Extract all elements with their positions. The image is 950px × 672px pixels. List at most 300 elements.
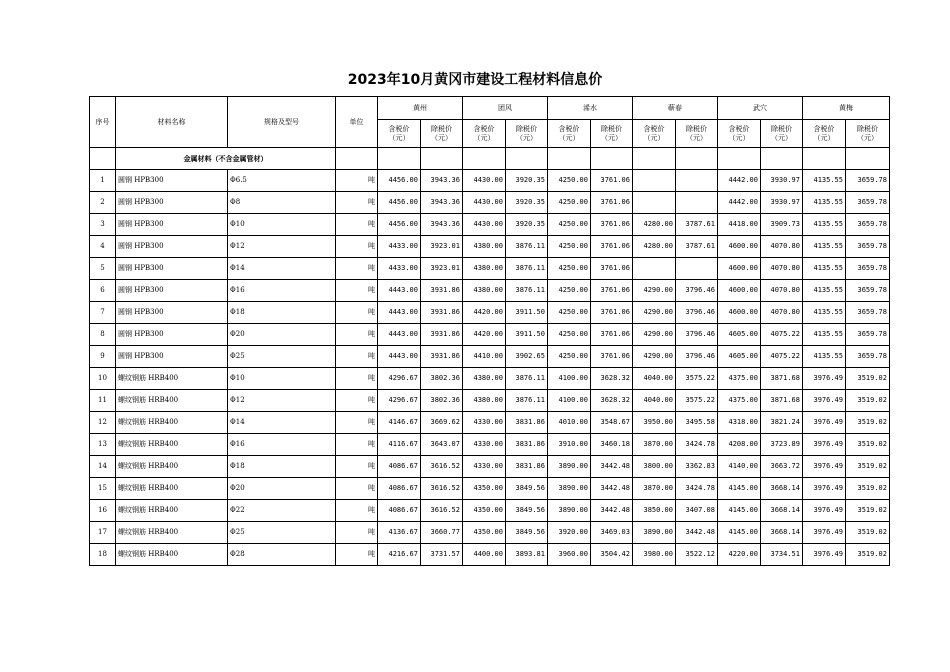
row-price-tax-excluded: 3660.77 bbox=[421, 522, 463, 544]
header-region-xishui: 浠水 bbox=[548, 97, 633, 120]
row-unit: 吨 bbox=[336, 522, 378, 544]
row-price-tax-excluded: 3442.48 bbox=[591, 500, 633, 522]
row-price-tax-included: 4086.67 bbox=[378, 478, 421, 500]
row-price-tax-excluded: 3931.86 bbox=[421, 302, 463, 324]
row-price-tax-included bbox=[633, 258, 676, 280]
row-no: 7 bbox=[90, 302, 116, 324]
row-price-tax-included: 4250.00 bbox=[548, 192, 591, 214]
row-price-tax-excluded: 3943.36 bbox=[421, 192, 463, 214]
row-no: 4 bbox=[90, 236, 116, 258]
table-row bbox=[90, 192, 890, 214]
table-row bbox=[90, 302, 890, 324]
row-price-tax-included: 4420.00 bbox=[463, 302, 506, 324]
row-material-name: 螺纹钢筋 HRB400 bbox=[116, 478, 228, 500]
row-price-tax-excluded: 3668.14 bbox=[761, 500, 803, 522]
row-unit: 吨 bbox=[336, 192, 378, 214]
row-material-name: 螺纹钢筋 HRB400 bbox=[116, 434, 228, 456]
row-price-tax-included: 4318.00 bbox=[718, 412, 761, 434]
table-row bbox=[90, 456, 890, 478]
row-spec: Φ14 bbox=[228, 412, 336, 434]
section-cell-unit bbox=[336, 148, 378, 170]
section-row bbox=[90, 148, 890, 170]
row-price-tax-excluded: 3923.01 bbox=[421, 236, 463, 258]
row-price-tax-excluded: 3734.51 bbox=[761, 544, 803, 566]
row-price-tax-excluded: 3761.06 bbox=[591, 258, 633, 280]
row-unit: 吨 bbox=[336, 324, 378, 346]
row-spec: Φ20 bbox=[228, 478, 336, 500]
row-price-tax-included bbox=[633, 192, 676, 214]
row-price-tax-excluded: 3761.06 bbox=[591, 192, 633, 214]
row-price-tax-included: 4433.00 bbox=[378, 236, 421, 258]
row-price-tax-included: 3976.49 bbox=[803, 522, 846, 544]
row-price-tax-included: 4216.67 bbox=[378, 544, 421, 566]
table-row bbox=[90, 170, 890, 192]
row-spec: Φ18 bbox=[228, 302, 336, 324]
row-price-tax-included: 3980.00 bbox=[633, 544, 676, 566]
row-price-tax-included: 4330.00 bbox=[463, 456, 506, 478]
row-material-name: 圆钢 HPB300 bbox=[116, 302, 228, 324]
row-price-tax-excluded: 3442.48 bbox=[591, 478, 633, 500]
row-price-tax-excluded: 3920.35 bbox=[506, 192, 548, 214]
row-price-tax-excluded: 3761.06 bbox=[591, 170, 633, 192]
header-price-unit: （元） bbox=[686, 133, 707, 142]
section-cell-price bbox=[506, 148, 548, 170]
row-price-tax-included: 4456.00 bbox=[378, 170, 421, 192]
row-spec: Φ16 bbox=[228, 280, 336, 302]
row-price-tax-included: 4350.00 bbox=[463, 522, 506, 544]
row-unit: 吨 bbox=[336, 544, 378, 566]
row-price-tax-excluded: 3930.97 bbox=[761, 192, 803, 214]
row-price-tax-included: 4400.00 bbox=[463, 544, 506, 566]
header-price-unit: （元） bbox=[473, 133, 495, 142]
row-price-tax-excluded: 3628.32 bbox=[591, 390, 633, 412]
section-cell-price bbox=[676, 148, 718, 170]
row-price-tax-excluded: 3442.48 bbox=[591, 456, 633, 478]
row-price-tax-included: 4135.55 bbox=[803, 280, 846, 302]
row-price-tax-excluded: 3495.58 bbox=[676, 412, 718, 434]
row-price-tax-included: 4135.55 bbox=[803, 170, 846, 192]
header-region-tuanfeng: 团风 bbox=[463, 97, 548, 120]
row-material-name: 螺纹钢筋 HRB400 bbox=[116, 500, 228, 522]
row-no: 15 bbox=[90, 478, 116, 500]
row-price-tax-included: 4250.00 bbox=[548, 302, 591, 324]
table-row bbox=[90, 390, 890, 412]
row-price-tax-included: 4135.55 bbox=[803, 236, 846, 258]
header-price-unit: （元） bbox=[771, 133, 792, 142]
row-price-tax-included: 4330.00 bbox=[463, 412, 506, 434]
row-price-tax-excluded: 3575.22 bbox=[676, 390, 718, 412]
row-spec: Φ10 bbox=[228, 214, 336, 236]
row-unit: 吨 bbox=[336, 346, 378, 368]
row-price-tax-included: 4250.00 bbox=[548, 236, 591, 258]
row-price-tax-excluded bbox=[676, 192, 718, 214]
row-price-tax-excluded: 3876.11 bbox=[506, 280, 548, 302]
table-row bbox=[90, 434, 890, 456]
row-unit: 吨 bbox=[336, 456, 378, 478]
row-price-tax-included: 4086.67 bbox=[378, 500, 421, 522]
row-price-tax-included: 4145.00 bbox=[718, 478, 761, 500]
row-price-tax-included: 4296.67 bbox=[378, 390, 421, 412]
row-price-tax-included: 4100.00 bbox=[548, 368, 591, 390]
row-price-tax-excluded: 3787.61 bbox=[676, 214, 718, 236]
header-price-unit: （元） bbox=[558, 133, 580, 142]
row-price-tax-excluded: 3519.02 bbox=[846, 544, 890, 566]
row-no: 17 bbox=[90, 522, 116, 544]
row-no: 2 bbox=[90, 192, 116, 214]
row-price-tax-included: 4290.00 bbox=[633, 324, 676, 346]
row-price-tax-excluded: 3659.78 bbox=[846, 280, 890, 302]
header-tax-included-price bbox=[548, 120, 591, 148]
row-unit: 吨 bbox=[336, 390, 378, 412]
header-price-label: 除税价 bbox=[771, 124, 792, 133]
header-material-name: 材料名称 bbox=[116, 97, 228, 148]
row-price-tax-excluded: 3643.07 bbox=[421, 434, 463, 456]
row-unit: 吨 bbox=[336, 412, 378, 434]
row-price-tax-included: 4443.00 bbox=[378, 302, 421, 324]
header-tax-excluded-price bbox=[421, 120, 463, 148]
row-price-tax-included: 3910.00 bbox=[548, 434, 591, 456]
row-material-name: 圆钢 HPB300 bbox=[116, 192, 228, 214]
row-price-tax-included: 4290.00 bbox=[633, 346, 676, 368]
row-price-tax-included: 4135.55 bbox=[803, 258, 846, 280]
header-price-label: 含税价 bbox=[558, 124, 580, 133]
section-cell-price bbox=[463, 148, 506, 170]
header-price-label: 除税价 bbox=[516, 124, 537, 133]
section-cell-price bbox=[378, 148, 421, 170]
row-price-tax-excluded: 3871.68 bbox=[761, 368, 803, 390]
row-unit: 吨 bbox=[336, 478, 378, 500]
row-price-tax-included bbox=[633, 170, 676, 192]
row-price-tax-included: 4605.00 bbox=[718, 324, 761, 346]
row-price-tax-included: 3890.00 bbox=[548, 456, 591, 478]
row-price-tax-included: 4290.00 bbox=[633, 302, 676, 324]
row-no: 3 bbox=[90, 214, 116, 236]
row-price-tax-excluded: 3943.36 bbox=[421, 170, 463, 192]
row-price-tax-excluded: 3876.11 bbox=[506, 390, 548, 412]
row-no: 5 bbox=[90, 258, 116, 280]
section-title: 金属材料（不含金属管材） bbox=[116, 148, 336, 170]
row-material-name: 螺纹钢筋 HRB400 bbox=[116, 390, 228, 412]
row-price-tax-included: 3950.00 bbox=[633, 412, 676, 434]
row-price-tax-excluded: 3849.56 bbox=[506, 500, 548, 522]
row-no: 16 bbox=[90, 500, 116, 522]
row-price-tax-excluded: 3519.02 bbox=[846, 434, 890, 456]
table-row bbox=[90, 280, 890, 302]
row-price-tax-excluded: 3796.46 bbox=[676, 280, 718, 302]
row-price-tax-excluded: 4075.22 bbox=[761, 346, 803, 368]
row-price-tax-included: 4135.55 bbox=[803, 346, 846, 368]
header-tax-excluded-price bbox=[676, 120, 718, 148]
row-price-tax-included: 3976.49 bbox=[803, 544, 846, 566]
row-price-tax-included: 4250.00 bbox=[548, 346, 591, 368]
row-price-tax-included: 4146.67 bbox=[378, 412, 421, 434]
row-price-tax-excluded: 3931.86 bbox=[421, 280, 463, 302]
row-no: 13 bbox=[90, 434, 116, 456]
row-price-tax-included: 3850.00 bbox=[633, 500, 676, 522]
row-price-tax-excluded: 3761.06 bbox=[591, 346, 633, 368]
row-price-tax-included: 4443.00 bbox=[378, 324, 421, 346]
table-row bbox=[90, 346, 890, 368]
row-unit: 吨 bbox=[336, 280, 378, 302]
row-material-name: 螺纹钢筋 HRB400 bbox=[116, 368, 228, 390]
row-price-tax-excluded: 3659.78 bbox=[846, 324, 890, 346]
row-price-tax-excluded: 3943.36 bbox=[421, 214, 463, 236]
header-region-huangzhou: 黄州 bbox=[378, 97, 463, 120]
header-price-label: 除税价 bbox=[601, 124, 622, 133]
row-spec: Φ18 bbox=[228, 456, 336, 478]
row-price-tax-excluded: 3849.56 bbox=[506, 478, 548, 500]
row-no: 18 bbox=[90, 544, 116, 566]
row-price-tax-excluded: 3668.14 bbox=[761, 478, 803, 500]
row-price-tax-excluded: 3548.67 bbox=[591, 412, 633, 434]
page-title: 2023年10月黄冈市建设工程材料信息价 bbox=[347, 72, 603, 88]
section-cell-price bbox=[591, 148, 633, 170]
header-price-unit: （元） bbox=[643, 133, 665, 142]
row-price-tax-excluded: 3519.02 bbox=[846, 500, 890, 522]
row-price-tax-included: 4208.00 bbox=[718, 434, 761, 456]
header-tax-included-price bbox=[378, 120, 421, 148]
row-price-tax-included: 4145.00 bbox=[718, 500, 761, 522]
row-price-tax-excluded: 3362.83 bbox=[676, 456, 718, 478]
section-cell-price bbox=[548, 148, 591, 170]
row-price-tax-excluded: 3659.78 bbox=[846, 346, 890, 368]
row-price-tax-excluded: 3911.50 bbox=[506, 302, 548, 324]
row-price-tax-included: 4280.00 bbox=[633, 214, 676, 236]
row-price-tax-excluded: 3920.35 bbox=[506, 214, 548, 236]
row-price-tax-included: 3976.49 bbox=[803, 412, 846, 434]
row-price-tax-excluded: 3469.03 bbox=[591, 522, 633, 544]
row-price-tax-included: 3960.00 bbox=[548, 544, 591, 566]
header-row-regions bbox=[90, 97, 890, 120]
row-price-tax-excluded: 3931.86 bbox=[421, 324, 463, 346]
row-no: 9 bbox=[90, 346, 116, 368]
row-price-tax-excluded: 3787.61 bbox=[676, 236, 718, 258]
row-unit: 吨 bbox=[336, 500, 378, 522]
row-price-tax-excluded: 3761.06 bbox=[591, 280, 633, 302]
row-price-tax-included: 4442.00 bbox=[718, 192, 761, 214]
row-price-tax-included: 4350.00 bbox=[463, 478, 506, 500]
row-price-tax-excluded: 3831.86 bbox=[506, 456, 548, 478]
row-price-tax-excluded: 3761.06 bbox=[591, 324, 633, 346]
header-no: 序号 bbox=[90, 97, 116, 148]
header-unit: 单位 bbox=[336, 97, 378, 148]
header-tax-included-price bbox=[803, 120, 846, 148]
row-price-tax-excluded: 3519.02 bbox=[846, 522, 890, 544]
row-price-tax-included: 4380.00 bbox=[463, 390, 506, 412]
row-material-name: 圆钢 HPB300 bbox=[116, 236, 228, 258]
row-price-tax-included: 4010.00 bbox=[548, 412, 591, 434]
row-no: 10 bbox=[90, 368, 116, 390]
row-price-tax-excluded: 3424.78 bbox=[676, 478, 718, 500]
table-row bbox=[90, 478, 890, 500]
row-unit: 吨 bbox=[336, 236, 378, 258]
header-price-unit: （元） bbox=[728, 133, 750, 142]
row-price-tax-excluded: 3796.46 bbox=[676, 346, 718, 368]
row-price-tax-included: 4330.00 bbox=[463, 434, 506, 456]
header-price-label: 除税价 bbox=[857, 124, 878, 133]
row-price-tax-included: 4380.00 bbox=[463, 280, 506, 302]
row-spec: Φ8 bbox=[228, 192, 336, 214]
row-price-tax-included: 4040.00 bbox=[633, 368, 676, 390]
row-price-tax-included: 4086.67 bbox=[378, 456, 421, 478]
row-price-tax-excluded: 4070.80 bbox=[761, 258, 803, 280]
row-price-tax-included: 3890.00 bbox=[548, 478, 591, 500]
row-price-tax-excluded: 3442.48 bbox=[676, 522, 718, 544]
row-price-tax-included: 4443.00 bbox=[378, 346, 421, 368]
row-price-tax-excluded: 3616.52 bbox=[421, 478, 463, 500]
section-cell-price bbox=[846, 148, 890, 170]
row-price-tax-included: 3870.00 bbox=[633, 478, 676, 500]
row-no: 12 bbox=[90, 412, 116, 434]
row-spec: Φ16 bbox=[228, 434, 336, 456]
row-unit: 吨 bbox=[336, 434, 378, 456]
row-price-tax-excluded: 3911.50 bbox=[506, 324, 548, 346]
row-price-tax-included: 4418.00 bbox=[718, 214, 761, 236]
row-price-tax-included: 4140.00 bbox=[718, 456, 761, 478]
row-price-tax-included: 3890.00 bbox=[548, 500, 591, 522]
row-material-name: 圆钢 HPB300 bbox=[116, 346, 228, 368]
row-price-tax-included: 4375.00 bbox=[718, 390, 761, 412]
header-tax-excluded-price bbox=[506, 120, 548, 148]
row-price-tax-excluded: 3871.68 bbox=[761, 390, 803, 412]
row-price-tax-included: 3976.49 bbox=[803, 456, 846, 478]
row-price-tax-excluded: 3460.18 bbox=[591, 434, 633, 456]
row-price-tax-included: 4433.00 bbox=[378, 258, 421, 280]
row-price-tax-excluded: 3407.08 bbox=[676, 500, 718, 522]
row-price-tax-included: 4410.00 bbox=[463, 346, 506, 368]
row-spec: Φ25 bbox=[228, 522, 336, 544]
row-price-tax-excluded: 4070.80 bbox=[761, 302, 803, 324]
row-spec: Φ22 bbox=[228, 500, 336, 522]
row-price-tax-included: 4375.00 bbox=[718, 368, 761, 390]
row-price-tax-excluded: 3876.11 bbox=[506, 368, 548, 390]
row-price-tax-excluded: 3504.42 bbox=[591, 544, 633, 566]
row-material-name: 圆钢 HPB300 bbox=[116, 258, 228, 280]
row-price-tax-excluded: 4075.22 bbox=[761, 324, 803, 346]
row-unit: 吨 bbox=[336, 170, 378, 192]
header-price-label: 含税价 bbox=[473, 124, 495, 133]
row-no: 8 bbox=[90, 324, 116, 346]
table-row bbox=[90, 214, 890, 236]
header-price-label: 除税价 bbox=[431, 124, 452, 133]
row-price-tax-included: 4250.00 bbox=[548, 280, 591, 302]
row-price-tax-included: 4430.00 bbox=[463, 192, 506, 214]
row-price-tax-excluded: 3821.24 bbox=[761, 412, 803, 434]
row-price-tax-excluded: 3659.78 bbox=[846, 236, 890, 258]
row-price-tax-excluded: 3802.36 bbox=[421, 390, 463, 412]
row-material-name: 螺纹钢筋 HRB400 bbox=[116, 456, 228, 478]
table-row bbox=[90, 258, 890, 280]
row-price-tax-included: 3976.49 bbox=[803, 434, 846, 456]
header-region-huangmei: 黄梅 bbox=[803, 97, 890, 120]
row-price-tax-excluded: 3761.06 bbox=[591, 214, 633, 236]
row-price-tax-included: 4135.55 bbox=[803, 302, 846, 324]
header-tax-excluded-price bbox=[846, 120, 890, 148]
row-price-tax-included: 3870.00 bbox=[633, 434, 676, 456]
row-price-tax-included: 4250.00 bbox=[548, 170, 591, 192]
header-price-label: 含税价 bbox=[388, 124, 410, 133]
header-tax-excluded-price bbox=[591, 120, 633, 148]
header-price-label: 含税价 bbox=[813, 124, 835, 133]
header-price-unit: （元） bbox=[857, 133, 878, 142]
row-material-name: 圆钢 HPB300 bbox=[116, 170, 228, 192]
table-row bbox=[90, 412, 890, 434]
row-spec: Φ14 bbox=[228, 258, 336, 280]
row-price-tax-included: 3890.00 bbox=[633, 522, 676, 544]
row-price-tax-excluded: 3761.06 bbox=[591, 236, 633, 258]
row-price-tax-excluded: 3659.78 bbox=[846, 192, 890, 214]
row-price-tax-included: 4380.00 bbox=[463, 258, 506, 280]
header-region-qichun: 蕲春 bbox=[633, 97, 718, 120]
row-price-tax-excluded: 3519.02 bbox=[846, 390, 890, 412]
section-cell-price bbox=[633, 148, 676, 170]
section-cell-price bbox=[718, 148, 761, 170]
row-price-tax-included: 4040.00 bbox=[633, 390, 676, 412]
row-price-tax-included: 4600.00 bbox=[718, 236, 761, 258]
row-price-tax-included: 4135.55 bbox=[803, 324, 846, 346]
row-spec: Φ28 bbox=[228, 544, 336, 566]
row-price-tax-included: 4135.55 bbox=[803, 214, 846, 236]
row-price-tax-excluded: 3663.72 bbox=[761, 456, 803, 478]
row-price-tax-excluded: 3893.81 bbox=[506, 544, 548, 566]
row-price-tax-excluded: 3659.78 bbox=[846, 170, 890, 192]
row-price-tax-included: 4290.00 bbox=[633, 280, 676, 302]
row-price-tax-excluded: 3519.02 bbox=[846, 456, 890, 478]
row-price-tax-included: 3920.00 bbox=[548, 522, 591, 544]
row-no: 6 bbox=[90, 280, 116, 302]
header-tax-included-price bbox=[463, 120, 506, 148]
row-price-tax-included: 3976.49 bbox=[803, 390, 846, 412]
row-price-tax-excluded: 3909.73 bbox=[761, 214, 803, 236]
row-material-name: 圆钢 HPB300 bbox=[116, 280, 228, 302]
row-price-tax-included: 4605.00 bbox=[718, 346, 761, 368]
row-price-tax-excluded: 3424.78 bbox=[676, 434, 718, 456]
row-price-tax-included: 4600.00 bbox=[718, 258, 761, 280]
row-price-tax-excluded: 3669.62 bbox=[421, 412, 463, 434]
row-material-name: 螺纹钢筋 HRB400 bbox=[116, 544, 228, 566]
header-price-unit: （元） bbox=[516, 133, 537, 142]
header-price-unit: （元） bbox=[601, 133, 622, 142]
section-cell-no bbox=[90, 148, 116, 170]
header-tax-included-price bbox=[718, 120, 761, 148]
row-price-tax-excluded: 3796.46 bbox=[676, 324, 718, 346]
row-price-tax-excluded bbox=[676, 258, 718, 280]
row-price-tax-excluded: 3802.36 bbox=[421, 368, 463, 390]
row-unit: 吨 bbox=[336, 214, 378, 236]
row-price-tax-excluded: 3628.32 bbox=[591, 368, 633, 390]
header-region-wuxue: 武穴 bbox=[718, 97, 803, 120]
row-price-tax-excluded: 3659.78 bbox=[846, 258, 890, 280]
row-spec: Φ20 bbox=[228, 324, 336, 346]
row-price-tax-excluded: 3616.52 bbox=[421, 500, 463, 522]
row-price-tax-included: 4280.00 bbox=[633, 236, 676, 258]
row-price-tax-excluded: 3831.86 bbox=[506, 412, 548, 434]
row-spec: Φ12 bbox=[228, 390, 336, 412]
row-price-tax-included: 3976.49 bbox=[803, 478, 846, 500]
price-table bbox=[89, 96, 890, 566]
row-price-tax-included: 4135.55 bbox=[803, 192, 846, 214]
row-material-name: 螺纹钢筋 HRB400 bbox=[116, 412, 228, 434]
header-price-unit: （元） bbox=[388, 133, 410, 142]
table-row bbox=[90, 500, 890, 522]
row-price-tax-included: 4430.00 bbox=[463, 214, 506, 236]
header-price-label: 含税价 bbox=[728, 124, 750, 133]
row-price-tax-excluded: 3931.86 bbox=[421, 346, 463, 368]
row-price-tax-included: 4296.67 bbox=[378, 368, 421, 390]
row-price-tax-excluded: 3731.57 bbox=[421, 544, 463, 566]
row-price-tax-included: 4145.00 bbox=[718, 522, 761, 544]
row-price-tax-included: 3976.49 bbox=[803, 368, 846, 390]
